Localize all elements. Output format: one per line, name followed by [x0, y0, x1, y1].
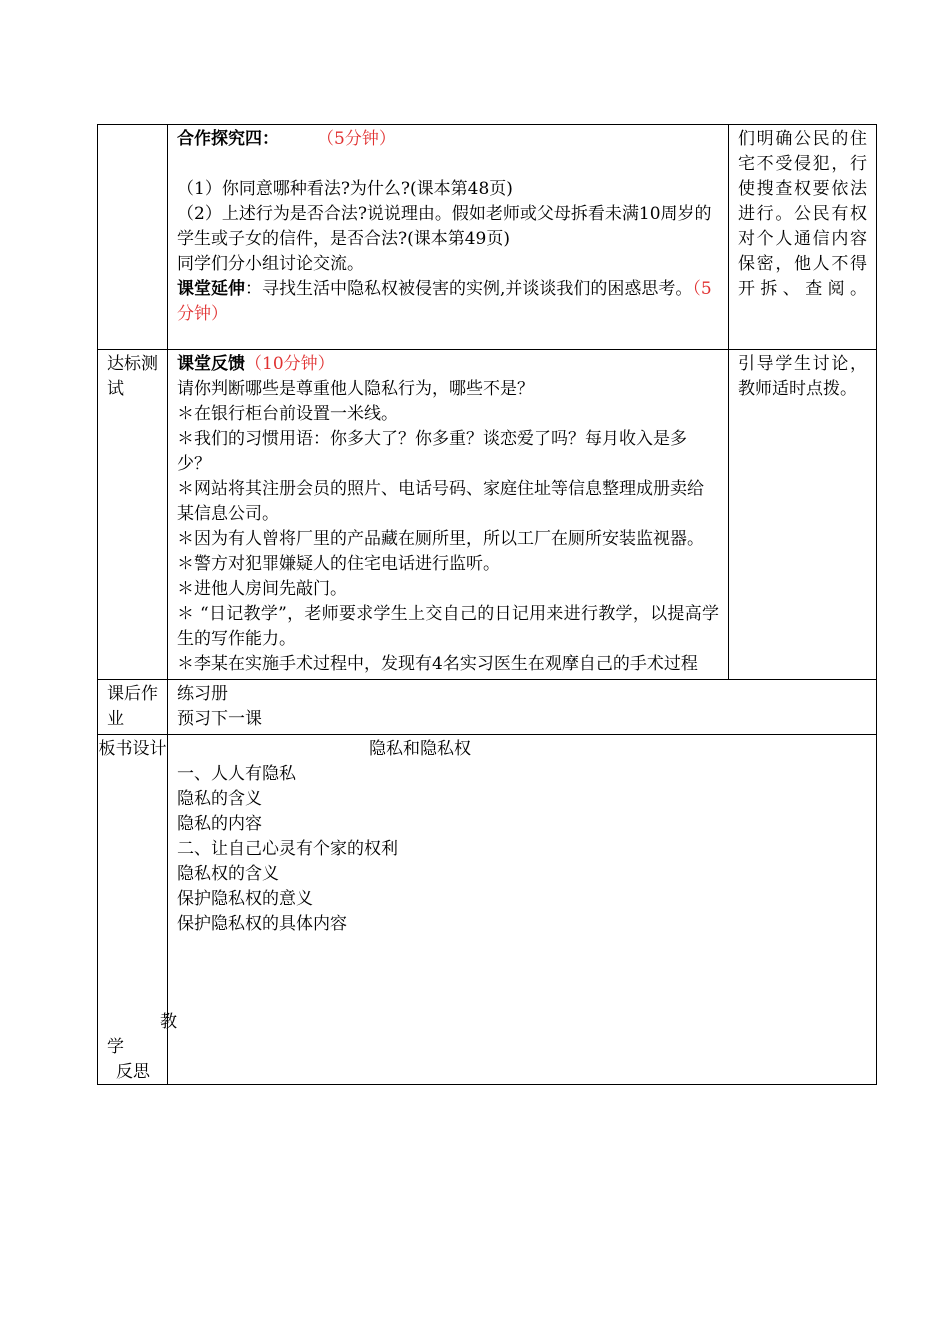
row-standard-test — [98, 350, 877, 680]
class-extension — [177, 277, 719, 327]
board-line: 二、让自己心灵有个家的权利 — [177, 839, 398, 859]
heading-time: （5分钟） — [317, 129, 396, 149]
row1-content-cell — [168, 125, 729, 350]
reflection-label-1: 教 — [160, 1012, 177, 1032]
feedback-item: ＊进他人房间先敲门。 — [177, 579, 347, 599]
extension-label: 课堂延伸 — [177, 279, 245, 299]
question-2: （2）上述行为是否合法?说说理由。假如老师或父母拆看未满10周岁的学生或子女的信件，是否合法?(课本第49页) — [177, 204, 712, 249]
board-line: 保护隐私权的意义 — [177, 889, 313, 909]
row-cooperative-inquiry — [98, 125, 877, 350]
row2-label-cell: 达标测试 — [98, 350, 168, 680]
homework-line: 练习册 — [177, 684, 228, 704]
feedback-item: ＊警方对犯罪嫌疑人的住宅电话进行监听。 — [177, 554, 500, 574]
row-board-design — [98, 735, 877, 1085]
lesson-plan-table — [97, 124, 877, 1085]
row3-label-cell: 课后作业 — [98, 680, 168, 735]
feedback-item: ＊ “日记教学”，老师要求学生上交自己的日记用来进行教学，以提高学生的写作能力。 — [177, 604, 719, 649]
extension-time: （5分钟） — [177, 279, 712, 324]
feedback-time: （10分钟） — [245, 354, 335, 374]
row-homework — [98, 680, 877, 735]
row4-label-cell — [98, 735, 177, 1085]
feedback-item: ＊李某在实施手术过程中，发现有4名实习医生在观摩自己的手术过程 — [177, 654, 698, 674]
cooperative-inquiry-heading — [177, 127, 719, 152]
row2-content-cell — [168, 350, 729, 680]
reflection-label-2: 学 — [107, 1037, 124, 1057]
question-1: （1）你同意哪种看法?为什么?(课本第48页) — [177, 179, 513, 199]
feedback-item: ＊因为有人曾将厂里的产品藏在厕所里，所以工厂在厕所安装监视器。 — [177, 529, 704, 549]
feedback-item: ＊网站将其注册会员的照片、电话号码、家庭住址等信息整理成册卖给某信息公司。 — [177, 479, 704, 524]
homework-line: 预习下一课 — [177, 709, 262, 729]
row1-note-cell: 们明确公民的住宅不受侵犯，行使搜查权要依法进行。公民有权对个人通信内容保密，他人不得开拆、查阅。 — [729, 125, 877, 350]
row3-content-cell — [168, 680, 877, 735]
row1-label-cell — [98, 125, 168, 350]
feedback-intro: 请你判断哪些是尊重他人隐私行为，哪些不是？ — [177, 379, 534, 399]
board-line: 隐私的含义 — [177, 789, 262, 809]
row2-note-cell: 引导学生讨论，教师适时点拨。 — [729, 350, 877, 680]
class-feedback-heading — [177, 352, 719, 377]
feedback-item: ＊我们的习惯用语：你多大了？你多重？谈恋爱了吗？每月收入是多少？ — [177, 429, 687, 474]
feedback-item: ＊在银行柜台前设置一米线。 — [177, 404, 398, 424]
board-line: 隐私的内容 — [177, 814, 262, 834]
extension-text: ：寻找生活中隐私权被侵害的实例,并谈谈我们的困惑思考。 — [245, 279, 693, 299]
board-line: 隐私权的含义 — [177, 864, 279, 884]
board-title: 隐私和隐私权 — [369, 739, 471, 759]
row4-content-cell — [168, 735, 877, 1085]
board-line: 一、人人有隐私 — [177, 764, 296, 784]
discussion-line: 同学们分小组讨论交流。 — [177, 254, 364, 274]
board-line: 保护隐私权的具体内容 — [177, 914, 347, 934]
reflection-label-3: 反思 — [116, 1062, 150, 1082]
heading-text: 合作探究四： — [177, 129, 279, 149]
board-design-label: 板书设计 — [98, 739, 167, 759]
feedback-label: 课堂反馈 — [177, 354, 245, 374]
